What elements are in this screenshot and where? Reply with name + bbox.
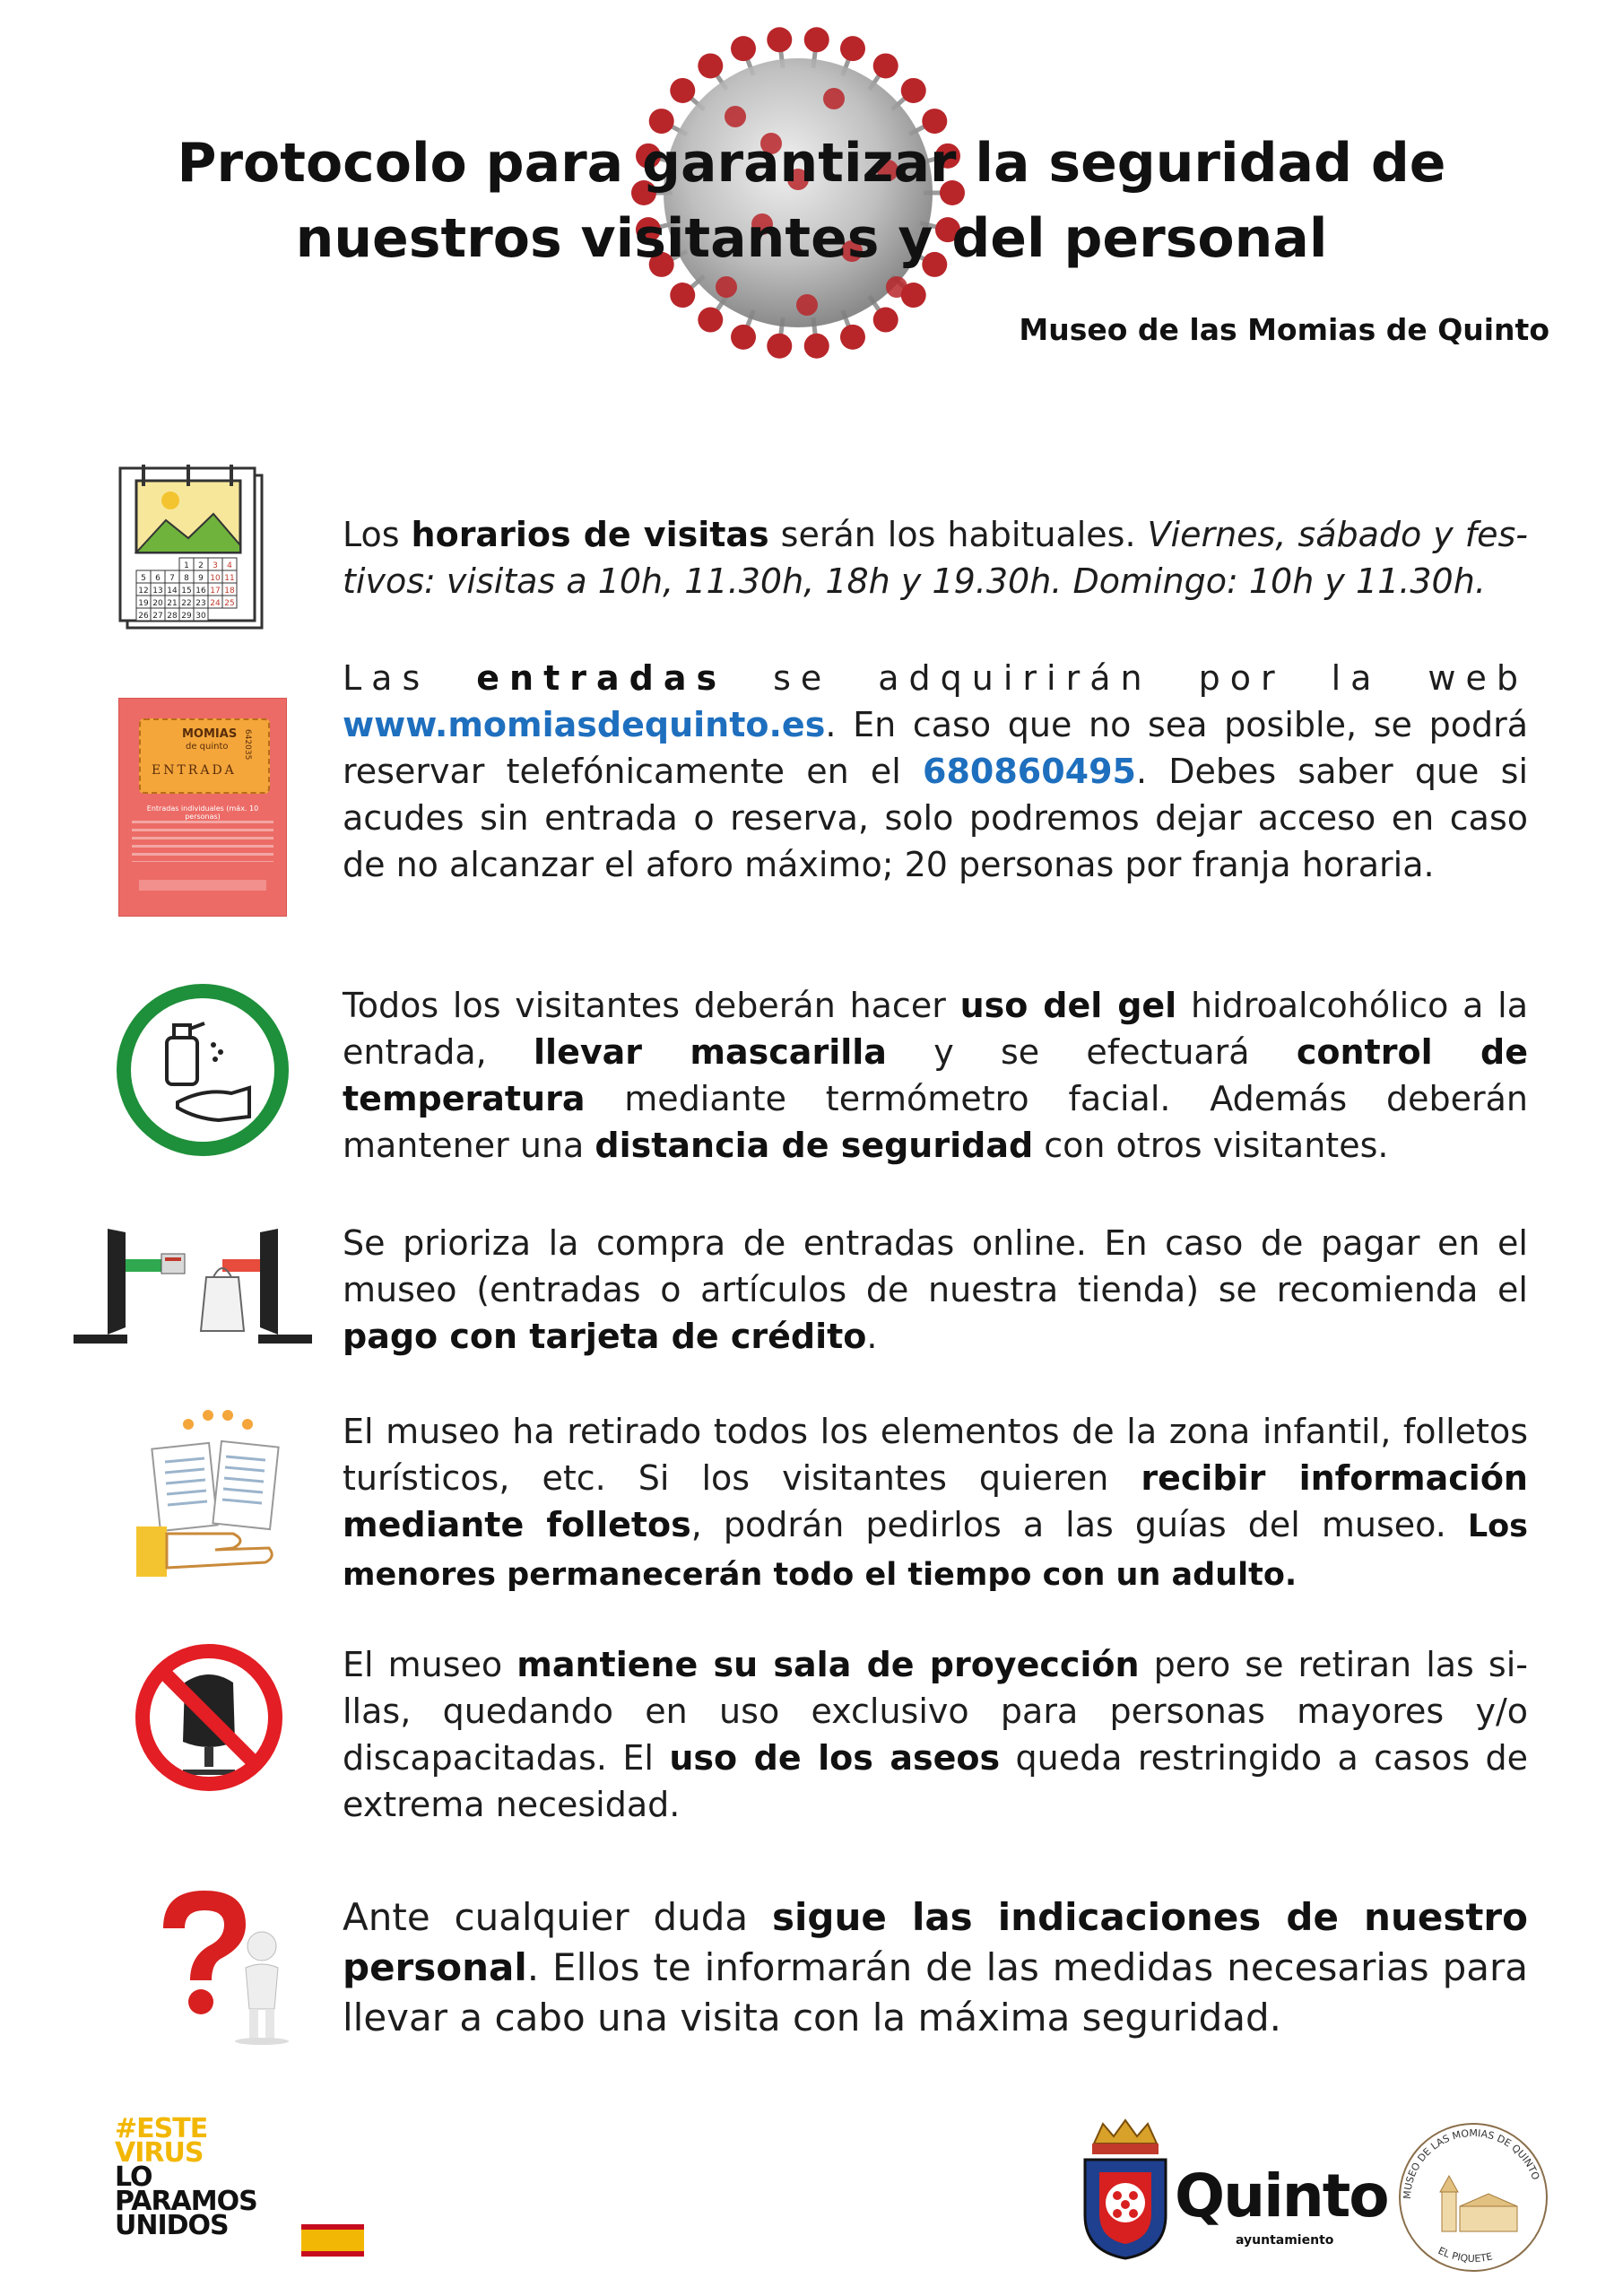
quinto-coat-of-arms-icon bbox=[1076, 2117, 1175, 2260]
online-payment-icon bbox=[72, 1220, 314, 1354]
calendar-icon bbox=[117, 465, 269, 635]
ticket-brand: MOMIAS bbox=[182, 727, 238, 741]
calendar-day: 12 bbox=[138, 587, 149, 596]
calendar-day: 29 bbox=[181, 612, 192, 621]
calendar-day: 23 bbox=[195, 599, 206, 608]
calendar-day: 15 bbox=[181, 587, 192, 596]
ticket-sub: de quinto bbox=[186, 742, 229, 752]
hand-sanitizer-icon bbox=[115, 982, 291, 1158]
calendar-day: 8 bbox=[184, 574, 189, 583]
horarios-text: Los horarios de visitas serán los habituales. Viernes, sábado y festivos: visitas a 10h, 11.30h, 18h y 19.30h. Domingo: 10h y 11.30h. bbox=[343, 515, 1528, 601]
title-line-2: nuestros visitantes y del personal bbox=[295, 207, 1328, 270]
calendar-day: 2 bbox=[198, 561, 204, 570]
pago-text: Se prioriza la compra de entradas online. En caso de pagar en el museo (entradas o artículos de nuestra tienda) se recomienda el pago con tarjeta de crédito. bbox=[343, 1223, 1528, 1356]
calendar-day: 5 bbox=[141, 574, 146, 583]
phone-link[interactable]: 680860495 bbox=[923, 752, 1136, 791]
calendar-day: 25 bbox=[224, 599, 235, 608]
calendar-day: 1 bbox=[184, 561, 189, 570]
calendar-day: 3 bbox=[213, 561, 218, 570]
calendar-day: 6 bbox=[155, 574, 161, 583]
folletos-text: El museo ha retirado todos los elementos de la zona infantil, folletos turísticos, etc. Si los visitantes quieren recibir información mediante folletos, podrán pedirlos a las guías del museo. Los menores permanecerán todo el tiempo con un adulto. bbox=[343, 1412, 1529, 1593]
museum-name: Museo de las Momias de Quinto bbox=[1019, 312, 1549, 347]
calendar-day: 24 bbox=[210, 599, 221, 608]
seal-top-text: MUSEO DE LAS MOMIAS DE QUINTO bbox=[1401, 2126, 1542, 2200]
calendar-day: 22 bbox=[181, 599, 192, 608]
calendar-day: 17 bbox=[210, 587, 221, 596]
ticket-illustration bbox=[118, 698, 287, 917]
calendar-day: 11 bbox=[224, 574, 235, 583]
campaign-line-3: LO bbox=[115, 2161, 152, 2193]
entradas-first-line: Las entradas se adquirirán por la web bbox=[343, 658, 1528, 698]
website-link[interactable]: www.momiasdequinto.es bbox=[343, 705, 826, 744]
calendar-day: 9 bbox=[198, 574, 204, 583]
campaign-line-4: PARAMOS bbox=[115, 2186, 257, 2217]
ticket-number: 642035 bbox=[243, 729, 252, 761]
campaign-line-2: VIRUS bbox=[115, 2137, 204, 2169]
campaign-line-5: UNIDOS bbox=[115, 2210, 229, 2241]
brochures-icon bbox=[135, 1408, 296, 1587]
seal-bottom-text: EL PIQUETE bbox=[1436, 2244, 1494, 2266]
no-chairs-icon bbox=[133, 1641, 285, 1794]
calendar-day: 18 bbox=[224, 587, 235, 596]
calendar-day: 30 bbox=[195, 612, 206, 621]
ticket-word: ENTRADA bbox=[152, 763, 237, 778]
calendar-day: 26 bbox=[138, 612, 149, 621]
calendar-day: 10 bbox=[210, 574, 221, 583]
ayuntamiento-label: ayuntamiento bbox=[1236, 2233, 1334, 2248]
ticket-caption: Entradas individuales (máx. 10 personas) bbox=[146, 804, 259, 821]
proyeccion-text: El museo mantiene su sala de proyección pero se retiran las sillas, quedando en uso exclusivo para personas mayores y/o discapacitadas. El uso de los aseos queda restringido a casos de extrema necesidad. bbox=[343, 1645, 1529, 1824]
title-line-1: Protocolo para garantizar la seguridad de bbox=[177, 132, 1446, 195]
svg-text:MUSEO DE LAS MOMIAS DE QUINTO bbox=[1402, 2127, 1542, 2199]
campaign-line-1: #ESTE bbox=[115, 2113, 208, 2144]
calendar-day: 7 bbox=[169, 574, 175, 583]
calendar-day: 14 bbox=[167, 587, 178, 596]
calendar-day: 28 bbox=[167, 612, 178, 621]
entradas-text: Las entradas se adquirirán por la web www.momiasdequinto.es. En caso que no sea posible, se podrá reservar telefónicamente en el 680860495. Debes saber que si acudes sin entrada o reserva, solo podremos dejar acceso en caso de no alcanzar el aforo máximo; 20 personas por franja horaria. bbox=[343, 655, 1528, 888]
question-mark-icon bbox=[127, 1883, 307, 2045]
dudas-text: Ante cualquier duda sigue las indicaciones de nuestro personal. Ellos te informarán de las medidas necesarias para llevar a cabo una visita con la máxima seguridad. bbox=[343, 1895, 1528, 2039]
calendar-day: 27 bbox=[152, 612, 163, 621]
svg-text:EL PIQUETE bbox=[1436, 2245, 1494, 2265]
quinto-wordmark: Quinto bbox=[1175, 2161, 1388, 2231]
calendar-day: 13 bbox=[152, 587, 163, 596]
calendar-day: 21 bbox=[167, 599, 178, 608]
page-title bbox=[135, 126, 1488, 276]
calendar-day: 20 bbox=[152, 599, 163, 608]
museum-seal-icon bbox=[1388, 2109, 1558, 2280]
calendar-day: 4 bbox=[227, 561, 232, 570]
higiene-text: Todos los visitantes deberán hacer uso del gel hidroalcohólico a la entrada, llevar mascarilla y se efectuará control de temperatura mediante termómetro facial. Además deberán mantener una distancia de seguridad con otros visitantes. bbox=[343, 986, 1528, 1165]
calendar-day: 19 bbox=[138, 599, 149, 608]
government-flag-icon bbox=[301, 2224, 364, 2257]
campaign-logo bbox=[115, 2113, 384, 2242]
calendar-day: 16 bbox=[195, 587, 206, 596]
